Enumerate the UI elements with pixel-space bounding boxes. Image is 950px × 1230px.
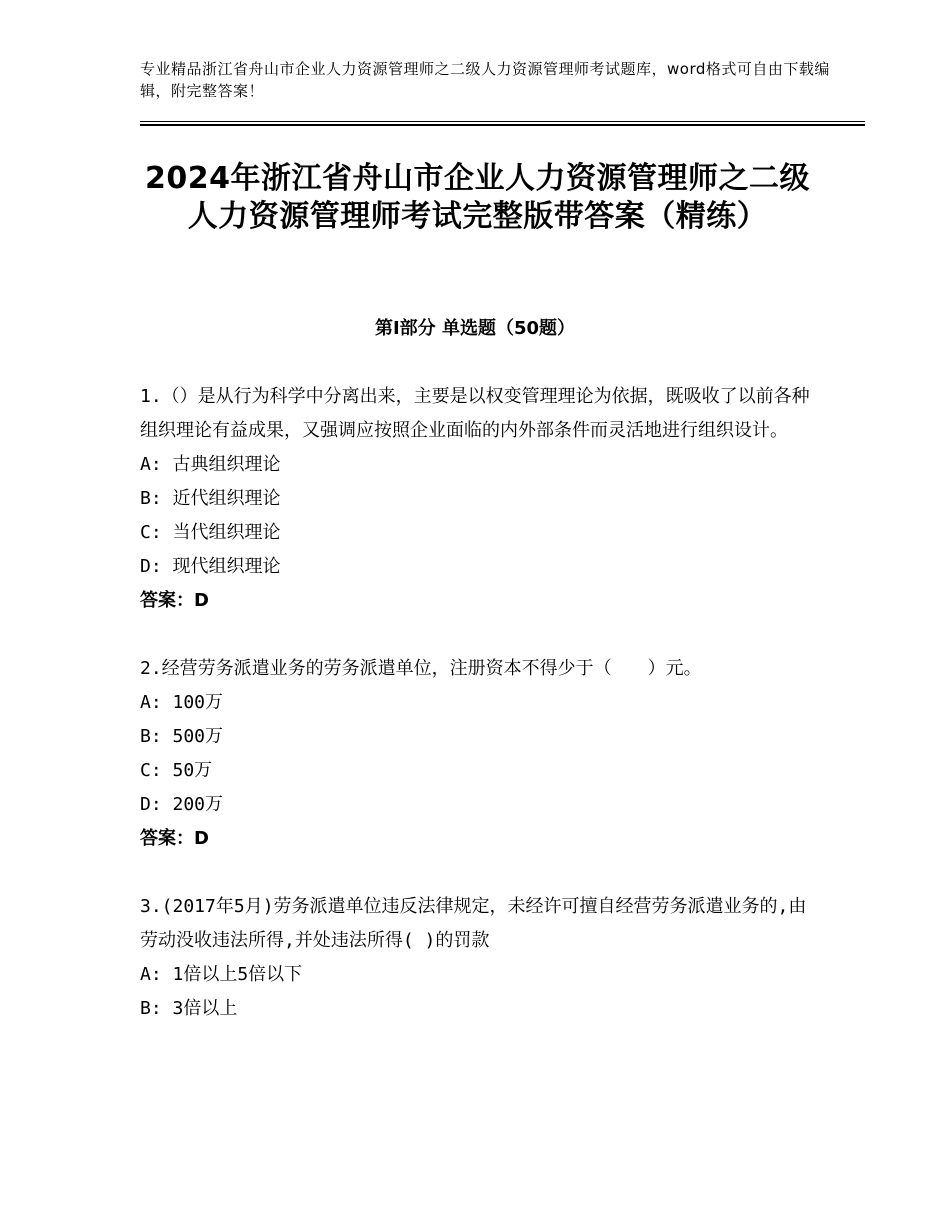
option-a: A: 1倍以上5倍以下 bbox=[140, 964, 303, 985]
question-1 bbox=[140, 380, 820, 618]
header-rule-thin bbox=[140, 121, 865, 122]
header-rule-thick bbox=[140, 124, 865, 126]
option-b: B: 500万 bbox=[140, 726, 224, 747]
question-text: 3.(2017年5月)劳务派遣单位违反法律规定，未经许可擅自经营劳务派遣业务的,由劳动没收违法所得,并处违法所得( )的罚款 bbox=[140, 896, 807, 951]
question-3 bbox=[140, 890, 820, 1026]
option-d: D: 200万 bbox=[140, 794, 224, 815]
part-heading: 第Ⅰ部分 单选题（50题） bbox=[374, 318, 575, 339]
question-text: 1.（）是从行为科学中分离出来，主要是以权变管理理论为依据，既吸收了以前各种组织理论有益成果，又强调应按照企业面临的内外部条件而灵活地进行组织设计。 bbox=[140, 386, 810, 441]
option-d: D: 现代组织理论 bbox=[140, 556, 281, 577]
header-note: 专业精品浙江省舟山市企业人力资源管理师之二级人力资源管理师考试题库，word格式可自由下载编辑，附完整答案！ bbox=[140, 60, 830, 100]
document-title: 2024年浙江省舟山市企业人力资源管理师之二级人力资源管理师考试完整版带答案（精练） bbox=[145, 161, 810, 234]
answer-line: 答案：D bbox=[140, 828, 209, 849]
question-list bbox=[140, 380, 820, 1060]
option-b: B: 近代组织理论 bbox=[140, 488, 281, 509]
option-c: C: 50万 bbox=[140, 760, 213, 781]
question-2 bbox=[140, 652, 820, 856]
option-b: B: 3倍以上 bbox=[140, 998, 238, 1019]
question-text: 2.经营劳务派遣业务的劳务派遣单位，注册资本不得少于（ ）元。 bbox=[140, 658, 702, 679]
option-a: A: 100万 bbox=[140, 692, 224, 713]
option-c: C: 当代组织理论 bbox=[140, 522, 281, 543]
option-a: A: 古典组织理论 bbox=[140, 454, 281, 475]
answer-line: 答案：D bbox=[140, 590, 209, 611]
